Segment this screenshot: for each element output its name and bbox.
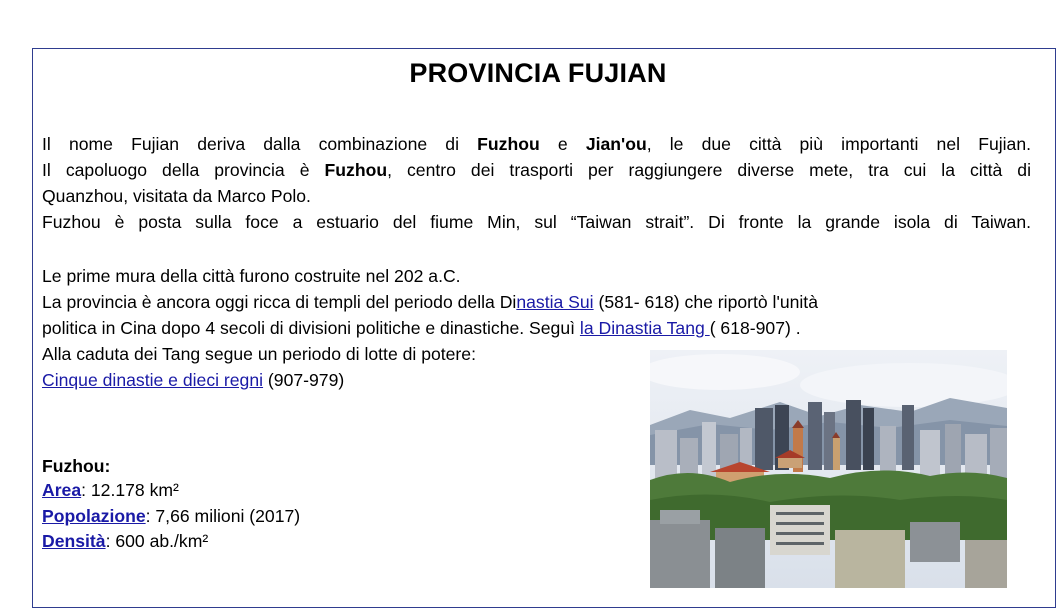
history-line-3: politica in Cina dopo 4 secoli di divisioni politiche e dinastiche. Seguì la Dinastia Tang ( 618-907) . [42,318,801,338]
popolazione-link[interactable]: Popolazione [42,506,146,526]
area-link[interactable]: Area [42,480,82,500]
fuzhou-city-photo [650,350,1007,588]
densita-link[interactable]: Densità [42,531,106,551]
history-line-2: La provincia è ancora oggi ricca di templi del periodo della Dinastia Sui (581- 618) che riportò l'unità [42,292,818,312]
cinque-dinastie-link[interactable]: Cinque dinastie e dieci regni [42,370,264,390]
intro-line-1: Il nome Fujian deriva dalla combinazione di Fuzhou e Jian'ou, le due città più importanti nel Fujian. [42,134,1032,154]
intro-line-4: Fuzhou è posta sulla foce a estuario del fiume Min, sul “Taiwan strait”. Di fronte la grande isola di Taiwan. [42,212,1031,232]
facts-heading: Fuzhou: [42,456,111,476]
dinastia-sui-link[interactable]: nastia Sui [516,292,594,312]
fact-population: Popolazione: 7,66 milioni (2017) [42,506,301,526]
jianou-bold: Jian'ou [585,134,647,154]
history-line-1: Le prime mura della città furono costruite nel 202 a.C. [42,266,461,286]
fact-density: Densità: 600 ab./km² [42,531,209,551]
fact-area: Area: 12.178 km² [42,480,179,500]
dinastia-tang-link[interactable]: la Dinastia Tang [579,318,710,338]
fuzhou-bold: Fuzhou [477,134,540,154]
history-line-4: Alla caduta dei Tang segue un periodo di lotte di potere: [42,344,476,364]
city-skyline-image [650,350,1007,588]
intro-line-3: Quanzhou, visitata da Marco Polo. [42,186,311,206]
capital-bold: Fuzhou [324,160,388,180]
intro-line-2: Il capoluogo della provincia è Fuzhou, centro dei trasporti per raggiungere diverse mete, tra cui la città di [42,160,1032,180]
history-line-5: Cinque dinastie e dieci regni (907-979) [42,370,345,390]
page-title: PROVINCIA FUJIAN [409,58,667,88]
